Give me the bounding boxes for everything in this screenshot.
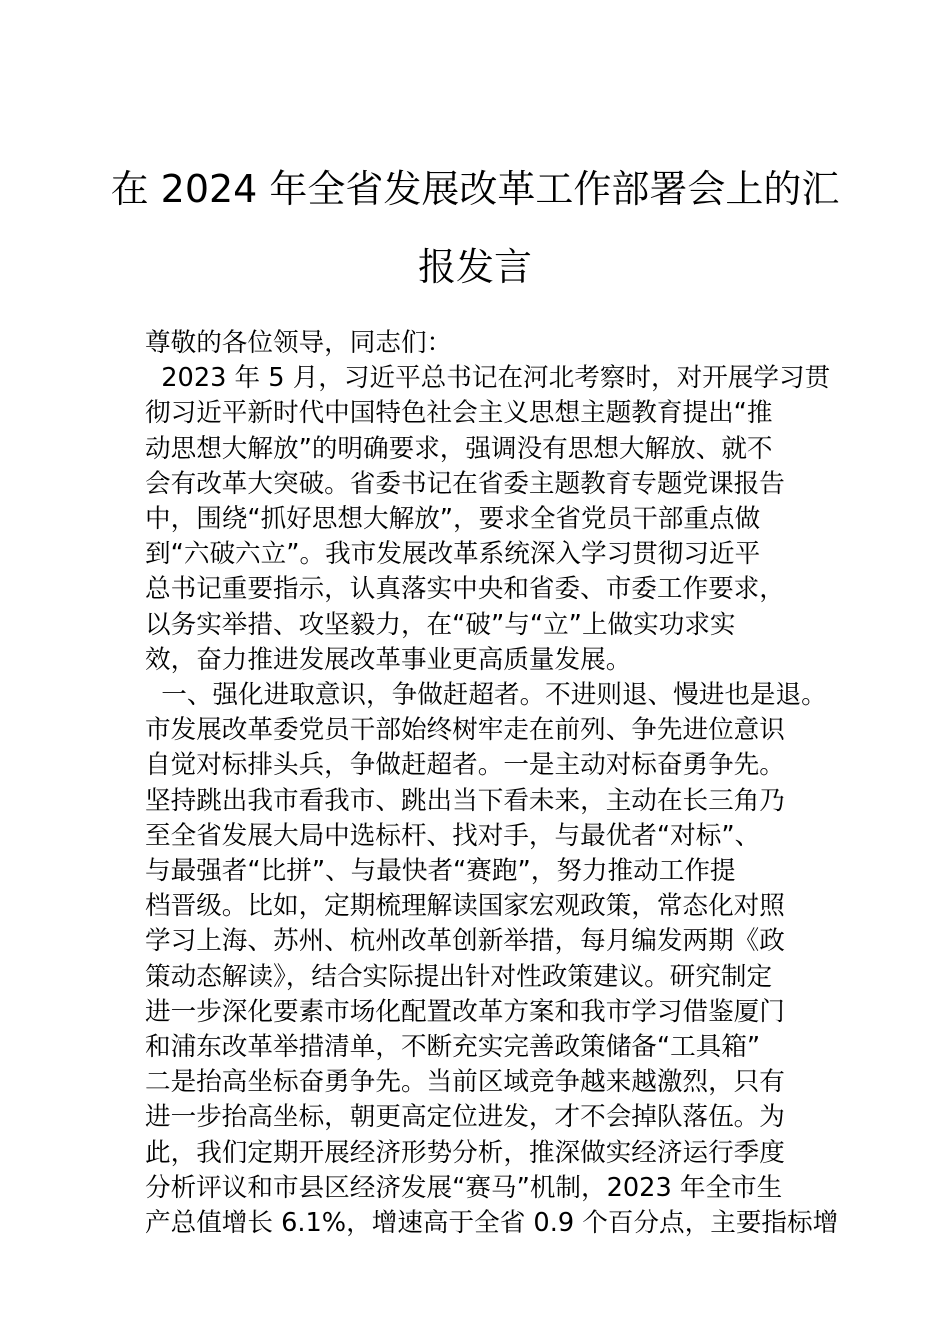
body-line: 以务实举措、攻坚毅力，在“破”与“立”上做实功求实 — [145, 609, 736, 640]
body-line: 会有改革大突破。省委书记在省委主题教育专题党课报告 — [145, 468, 785, 499]
body-line: 2023 年 5 月，习近平总书记在河北考察时，对开展学习贯 — [145, 363, 831, 394]
body-line: 进一步抬高坐标，朝更高定位进发，才不会掉队落伍。为 — [145, 1102, 785, 1133]
document-title — [100, 150, 850, 306]
body-line: 学习上海、苏州、杭州改革创新举措，每月编发两期《政 — [145, 926, 785, 957]
body-line: 动思想大解放”的明确要求，强调没有思想大解放、就不 — [145, 433, 773, 464]
document-body — [145, 326, 839, 1241]
body-line: 产总值增长 6.1%，增速高于全省 0.9 个百分点，主要指标增 — [145, 1208, 839, 1239]
body-line: 策动态解读》，结合实际提出针对性政策建议。研究制定 — [145, 961, 773, 992]
body-line: 进一步深化要素市场化配置改革方案和我市学习借鉴厦门 — [145, 996, 785, 1027]
body-line: 到“六破六立”。我市发展改革系统深入学习贯彻习近平 — [145, 539, 761, 570]
body-line: 坚持跳出我市看我市、跳出当下看未来，主动在长三角乃 — [145, 785, 785, 816]
body-line: 和浦东改革举措清单，不断充实完善政策储备“工具箱” — [145, 1032, 761, 1063]
salutation: 尊敬的各位领导，同志们： — [145, 328, 453, 358]
body-line: 效，奋力推进发展改革事业更高质量发展。 — [145, 644, 632, 675]
body-line: 与最强者“比拼”、与最快者“赛跑”，努力推动工作提 — [145, 856, 736, 887]
body-line: 此，我们定期开展经济形势分析，推深做实经济运行季度 — [145, 1137, 785, 1168]
body-line: 中，围绕“抓好思想大解放”，要求全省党员干部重点做 — [145, 504, 761, 535]
body-line: 总书记重要指示，认真落实中央和省委、市委工作要求， — [145, 574, 785, 605]
title-line: 报发言 — [417, 245, 532, 289]
body-line: 彻习近平新时代中国特色社会主义思想主题教育提出“推 — [145, 398, 773, 429]
section-heading-line: 一、强化进取意识，争做赶超者。不进则退、慢进也是退。 — [145, 680, 827, 711]
body-line: 自觉对标排头兵，争做赶超者。一是主动对标奋勇争先。 — [145, 750, 785, 781]
body-line: 二是抬高坐标奋勇争先。当前区域竞争越来越激烈，只有 — [145, 1067, 785, 1098]
body-line: 档晋级。比如，定期梳理解读国家宏观政策，常态化对照 — [145, 891, 785, 922]
body-line: 至全省发展大局中选标杆、找对手，与最优者“对标”、 — [145, 820, 761, 851]
body-line: 分析评议和市县区经济发展“赛马”机制，2023 年全市生 — [145, 1172, 783, 1203]
body-line: 市发展改革委党员干部始终树牢走在前列、争先进位意识 — [145, 715, 785, 746]
title-line: 在 2024 年全省发展改革工作部署会上的汇 — [110, 167, 840, 211]
